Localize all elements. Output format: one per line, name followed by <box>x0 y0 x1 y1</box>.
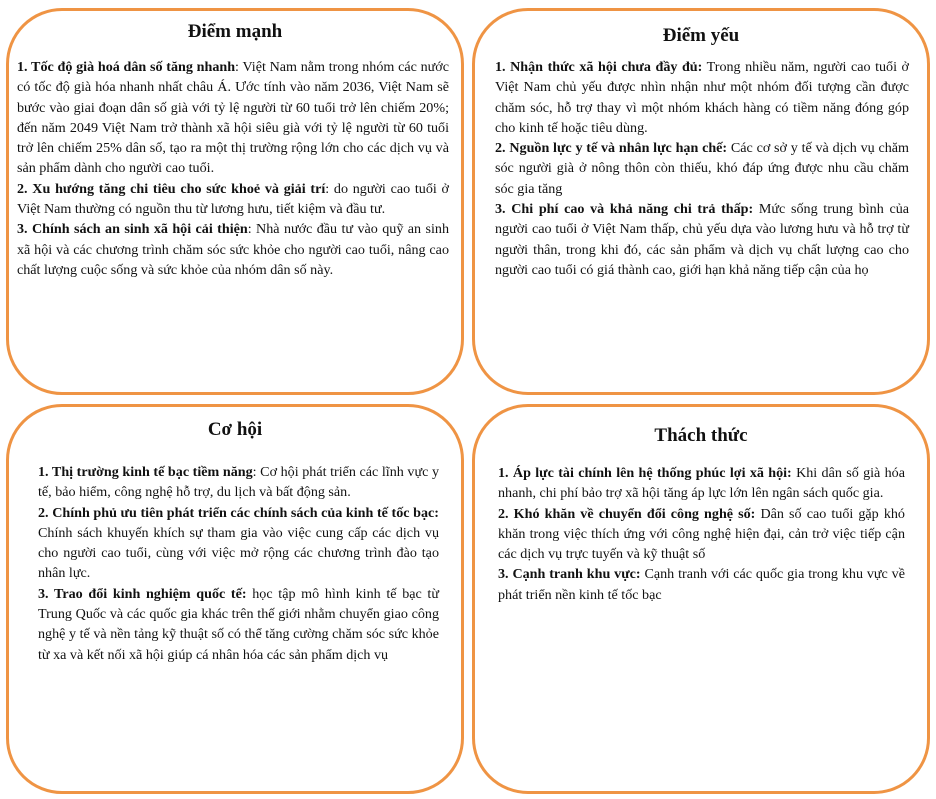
opportunities-item-2-text: Chính sách khuyến khích sự tham gia vào việc cung cấp các dịch vụ cho người cao tuổi, cùng với việc mở rộng các chương trình đào tạo nhân lực. <box>38 524 439 582</box>
opportunities-box <box>6 404 464 794</box>
opportunities-content <box>38 462 439 665</box>
strengths-item-3 <box>17 219 449 280</box>
opportunities-item-2 <box>38 503 439 584</box>
opportunities-item-1 <box>38 462 439 503</box>
threats-content <box>498 463 905 605</box>
strengths-item-1 <box>17 57 449 179</box>
threats-item-1 <box>498 463 905 504</box>
weaknesses-box <box>472 8 930 395</box>
opportunities-item-2-heading: 2. Chính phủ ưu tiên phát triển các chính sách của kinh tế tốc bạc: <box>38 504 439 521</box>
weaknesses-content <box>495 57 909 280</box>
strengths-title: Điểm mạnh <box>187 21 283 42</box>
weaknesses-item-1-text: Trong nhiều năm, người cao tuổi ở Việt Nam chủ yếu được nhìn nhận như một nhóm đối tượng cần được chăm sóc, hỗ trợ thay vì một nhóm khách hàng có tiềm năng đóng góp cho kinh tế hoặc tiêu dùng. <box>495 59 909 136</box>
threats-box <box>472 404 930 794</box>
weaknesses-item-3-heading: 3. Chi phí cao và khả năng chi trả thấp: <box>495 201 754 218</box>
threats-item-2-heading: 2. Khó khăn về chuyển đổi công nghệ số: <box>498 505 756 522</box>
threats-title: Thách thức <box>654 425 748 446</box>
strengths-item-2-text: : do người cao tuổi ở Việt Nam thường có nguồn thu từ lương hưu, tiết kiệm và đầu tư. <box>17 180 449 218</box>
opportunities-item-3-text: học tập mô hình kinh tế bạc từ Trung Quốc và các quốc gia khác trên thế giới nhằm chuyển giao công nghệ y tế và nền tảng kỹ thuật số có thể tăng cường chăm sóc sức khỏe từ xa và kết nối xã hội giúp cá nhân hóa các sản phẩm dịch vụ <box>38 585 439 663</box>
threats-item-1-text: Khi dân số già hóa nhanh, chi phí bảo trợ xã hội tăng áp lực lớn lên ngân sách quốc gia. <box>498 465 905 502</box>
weaknesses-item-2-heading: 2. Nguồn lực y tế và nhân lực hạn chế: <box>495 140 728 157</box>
weaknesses-item-2-text: Các cơ sở y tế và dịch vụ chăm sóc người già ở nông thôn còn thiếu, khó đáp ứng được nhu cầu chăm sóc gia tăng <box>495 140 910 197</box>
weaknesses-item-1 <box>495 57 909 138</box>
opportunities-item-1-heading: 1. Thị trường kinh tế bạc tiềm năng <box>38 464 253 480</box>
strengths-item-3-heading: 3. Chính sách an sinh xã hội cải thiện <box>17 221 248 238</box>
opportunities-item-3 <box>38 584 439 665</box>
threats-item-3-text: Cạnh tranh với các quốc gia trong khu vực về phát triển nền kinh tế tốc bạc <box>498 566 905 603</box>
strengths-item-3-text: : Nhà nước đầu tư vào quỹ an sinh xã hội và các chương trình chăm sóc sức khỏe cho người cao tuổi, nâng cao chất lượng cuộc sống và sức khỏe của nhóm dân số này. <box>17 221 449 278</box>
strengths-box <box>6 8 464 395</box>
weaknesses-item-3-text: Mức sống trung bình của người cao tuổi ở Việt Nam thấp, chủ yếu dựa vào lương hưu và hỗ trợ từ người thân, trong khi đó, các sản phẩm và dịch vụ chất lượng cao cho người cao tuổi có giá thành cao, giới hạn khả năng tiếp cận của họ <box>495 201 909 278</box>
threats-item-1-heading: 1. Áp lực tài chính lên hệ thống phúc lợi xã hội: <box>498 465 792 481</box>
weaknesses-item-1-heading: 1. Nhận thức xã hội chưa đầy đủ: <box>495 59 703 75</box>
weaknesses-title: Điểm yếu <box>662 25 740 46</box>
opportunities-title: Cơ hội <box>207 419 263 440</box>
threats-item-2 <box>498 504 905 565</box>
opportunities-item-3-heading: 3. Trao đổi kinh nghiệm quốc tế: <box>38 585 247 602</box>
strengths-item-1-heading: 1. Tốc độ già hoá dân số tăng nhanh <box>17 59 236 75</box>
strengths-content <box>17 57 449 280</box>
weaknesses-item-2 <box>495 138 909 199</box>
opportunities-item-1-text: : Cơ hội phát triển các lĩnh vực y tế, bảo hiểm, công nghệ hỗ trợ, du lịch và bất động sản. <box>38 464 439 501</box>
weaknesses-item-3 <box>495 199 909 280</box>
strengths-item-1-text: : Việt Nam nằm trong nhóm các nước có tốc độ già hóa nhanh nhất châu Á. Ước tính vào năm 2036, Việt Nam sẽ bước vào giai đoạn dân số già với tỷ lệ người từ 60 tuổi trở lên chiếm 20%; đến năm 2049 Việt Nam trở thành xã hội siêu già với tỷ lệ người từ 60 tuổi trở lên chiếm 25% dân số, tạo ra một thị trường rộng lớn cho các dịch vụ và sản phẩm dành cho người cao tuổi. <box>17 59 449 177</box>
threats-item-3-heading: 3. Cạnh tranh khu vực: <box>498 566 641 583</box>
strengths-item-2-heading: 2. Xu hướng tăng chi tiêu cho sức khoẻ và giải trí <box>17 180 326 197</box>
strengths-item-2 <box>17 179 449 220</box>
threats-item-2-text: Dân số cao tuổi gặp khó khăn trong việc thích ứng với công nghệ hiện đại, cản trở việc tiếp cận các dịch vụ trực tuyến và kỹ thuật số <box>498 505 905 563</box>
threats-item-3 <box>498 564 905 605</box>
